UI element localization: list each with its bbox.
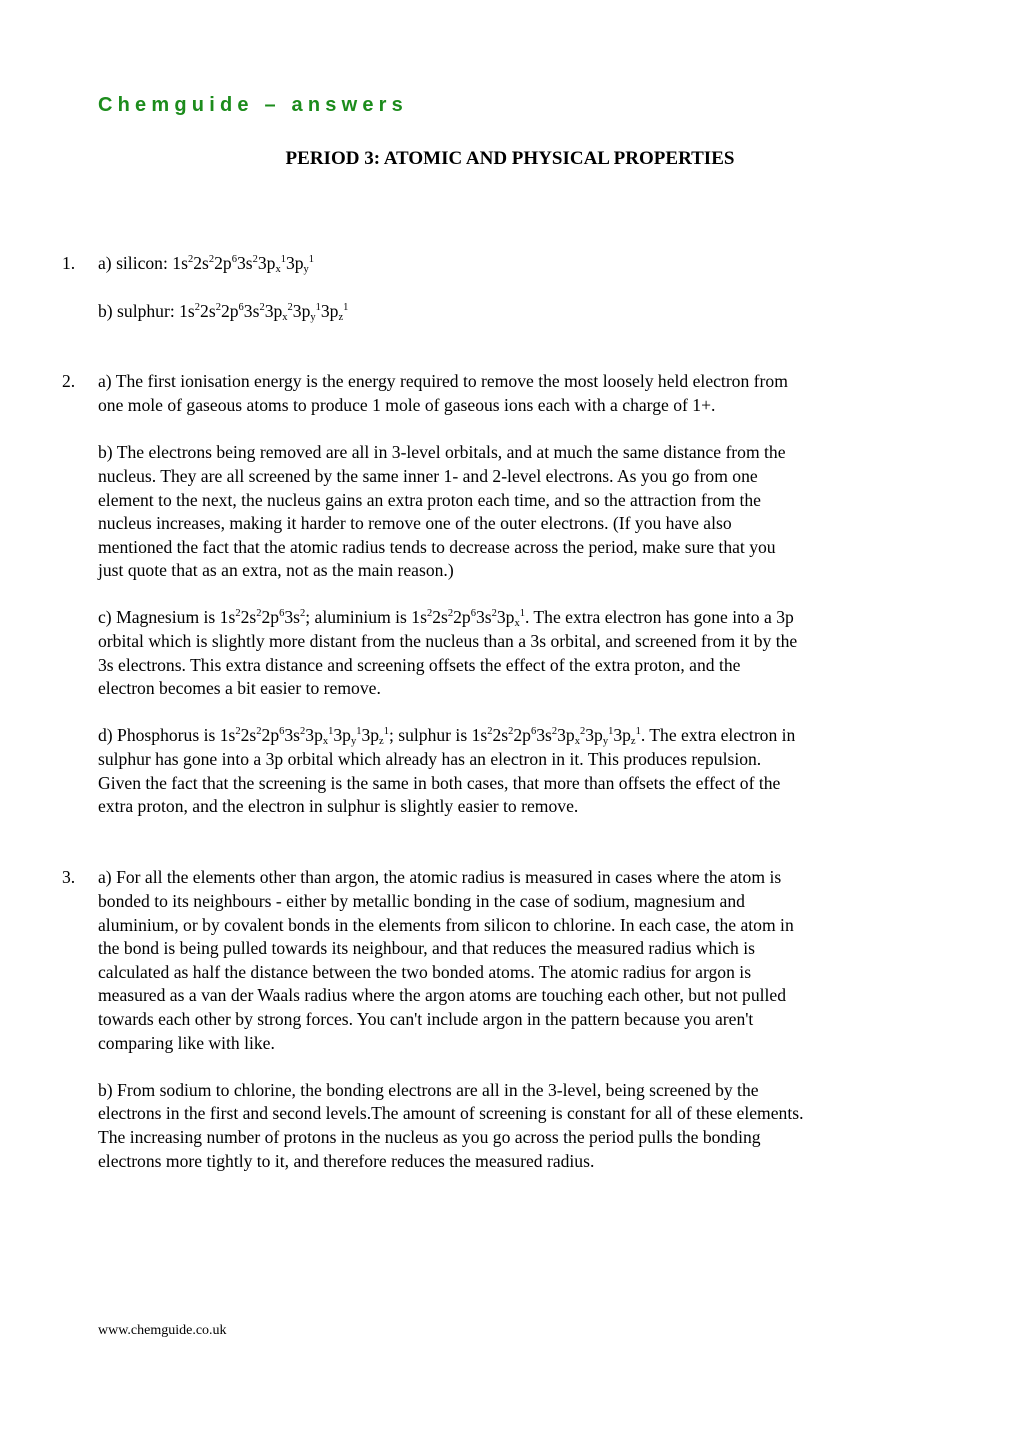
text-fragment: . The extra electron in [640, 725, 796, 745]
text-line: Given the fact that the screening is the same in both cases, that more than offsets the effect of the [98, 773, 781, 793]
text-line: mentioned the fact that the atomic radius tends to decrease across the period, make sure that you [98, 537, 776, 557]
text-line: b) From sodium to chlorine, the bonding electrons are all in the 3-level, being screened by the [98, 1080, 759, 1100]
question-number: 1. [62, 253, 76, 273]
text-line: just quote that as an extra, not as the main reason.) [98, 560, 454, 580]
q1b-electron-configuration: $1s^22s^22p^63s^23p_x^23p_y^13p_z^1$ [179, 301, 349, 323]
text-line: towards each other by strong forces. You can't include argon in the pattern because you aren't [98, 1009, 754, 1029]
text-line: electron becomes a bit easier to remove. [98, 678, 381, 698]
q1a-silicon-config [98, 252, 314, 276]
text-line: nucleus increases, making it harder to remove one of the outer electrons. (If you have also [98, 513, 732, 533]
text-fragment: c) Magnesium is 1s [98, 607, 236, 627]
text-line: a) For all the elements other than argon, the atomic radius is measured in cases where the atom is [98, 867, 782, 887]
text-line: the bond is being pulled towards its neighbour, and that reduces the measured radius which is [98, 938, 755, 958]
q1b-label: b) sulphur: [98, 301, 180, 321]
brand-header: Chemguide – answers [98, 94, 408, 116]
text-line: calculated as half the distance between the two bonded atoms. The atomic radius for argon is [98, 962, 752, 982]
page-title: PERIOD 3: ATOMIC AND PHYSICAL PROPERTIES [285, 148, 735, 169]
text-line: measured as a van der Waals radius where the argon atoms are touching each other, but not pulled [98, 985, 787, 1005]
text-line: The increasing number of protons in the nucleus as you go across the period pulls the bonding [98, 1127, 761, 1147]
text-line: b) The electrons being removed are all in 3-level orbitals, and at much the same distance from the [98, 442, 786, 462]
text-line: electrons more tightly to it, and therefore reduces the measured radius. [98, 1151, 595, 1171]
text-fragment: . The extra electron has gone into a 3p [524, 607, 794, 627]
text-fragment: ; aluminium is 1s [305, 607, 427, 627]
q1a-electron-configuration: $1s^22s^22p^63s^23p_x^13p_y^1$ [172, 253, 315, 275]
text-line: electrons in the first and second levels.The amount of screening is constant for all of these elements. [98, 1103, 804, 1123]
text-line: orbital which is slightly more distant from the nucleus than a 3s orbital, and screened from it by the [98, 631, 798, 651]
text-fragment: ; sulphur is 1s [388, 725, 488, 745]
q1b-sulphur-config [98, 300, 348, 324]
text-line: extra proton, and the electron in sulphur is slightly easier to remove. [98, 796, 579, 816]
text-line: nucleus. They are all screened by the same inner 1- and 2-level electrons. As you go from one [98, 466, 758, 486]
text-fragment: d) Phosphorus is 1s [98, 725, 236, 745]
text-line: element to the next, the nucleus gains an extra proton each time, and so the attraction from the [98, 490, 761, 510]
text-line: bonded to its neighbours - either by metallic bonding in the case of sodium, magnesium and [98, 891, 745, 911]
text-line: 3s electrons. This extra distance and screening offsets the effect of the extra proton, and the [98, 655, 741, 675]
question-number: 3. [62, 867, 76, 887]
q1a-label: a) silicon: [98, 253, 173, 273]
q2c-first-line: c) Magnesium is $1s^22s^22p^63s^2$; aluminium is $1s^22s^22p^63s^23p_x^1$. The extra electron has gone into a 3p [98, 607, 794, 629]
text-line: a) The first ionisation energy is the energy required to remove the most loosely held electron from [98, 371, 788, 391]
text-line: aluminium, or by covalent bonds in the elements from silicon to chlorine. In each case, the atom in [98, 915, 794, 935]
text-line: one mole of gaseous atoms to produce 1 mole of gaseous ions each with a charge of 1+. [98, 395, 716, 415]
text-line: comparing like with like. [98, 1033, 275, 1053]
q2d-first-line: d) Phosphorus is $1s^22s^22p^63s^23p_x^13p_y^13p_z^1$; sulphur is $1s^22s^22p^63s^23p_x^23p_y^13p_z^1$. The extra electron in [98, 725, 796, 747]
text-line: sulphur has gone into a 3p orbital which already has an electron in it. This produces repulsion. [98, 749, 762, 769]
question-number: 2. [62, 371, 76, 391]
footer-url: www.chemguide.co.uk [98, 1323, 227, 1338]
